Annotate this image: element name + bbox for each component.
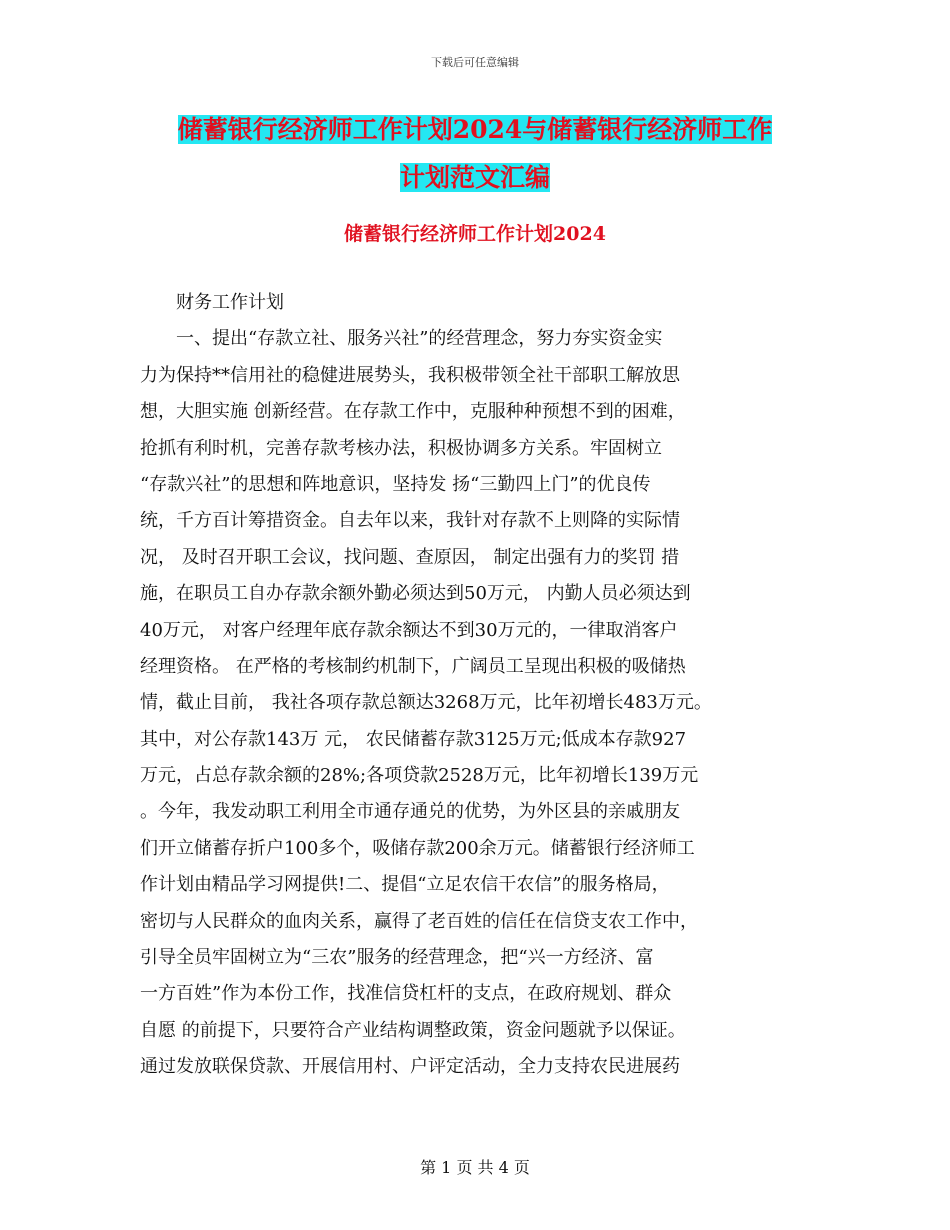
main-title-line-1: 储蓄银行经济师工作计划2024与储蓄银行经济师工作: [177, 115, 773, 144]
text-line: “存款兴社”的思想和阵地意识，坚持发 扬“三勤四上门”的优良传: [140, 473, 651, 495]
text-line: 通过发放联保贷款、开展信用村、户评定活动，全力支持农民进展药: [140, 1056, 680, 1078]
text-line: 力为保持**信用社的稳健进展势头，我积极带领全社干部职工解放思: [140, 364, 680, 386]
text-line: 施，在职员工自办存款余额外勤必须达到50万元， 内勤人员必须达到: [140, 583, 691, 605]
main-title: [140, 106, 810, 202]
text-line: 万元，占总存款余额的28%;各项贷款2528万元，比年初增长139万元: [140, 765, 699, 787]
text-line: 们开立储蓄存折户100多个，吸储存款200余万元。储蓄银行经济师工: [140, 837, 695, 859]
main-title-line-2: 计划范文汇编: [399, 163, 550, 192]
body-text: [140, 285, 810, 1086]
text-line: 一方百姓”作为本份工作，找准信贷杠杆的支点，在政府规划、群众: [140, 983, 672, 1005]
text-line: 况， 及时召开职工会议，找问题、查原因， 制定出强有力的奖罚 措: [140, 546, 680, 568]
section-title: 储蓄银行经济师工作计划2024: [344, 223, 606, 245]
text-line: 引导全员牢固树立为“三农”服务的经营理念，把“兴一方经济、富: [140, 947, 654, 969]
text-line: 财务工作计划: [140, 292, 284, 313]
text-line: 作计划由精品学习网提供!二、提倡“立足农信干农信”的服务格局，: [140, 874, 670, 896]
text-line: 想，大胆实施 创新经营。在存款工作中，克服种种预想不到的困难，: [140, 401, 686, 423]
text-line: 自愿 的前提下，只要符合产业结构调整政策，资金问题就予以保证。: [140, 1019, 686, 1041]
text-line: 。今年，我发动职工利用全市通存通兑的优势，为外区县的亲戚朋友: [140, 801, 680, 823]
page-footer: 第 1 页 共 4 页: [420, 1158, 530, 1177]
text-line: 经理资格。 在严格的考核制约机制下，广阔员工呈现出积极的吸储热: [140, 655, 686, 677]
text-line: 抢抓有利时机，完善存款考核办法，积极协调多方关系。牢固树立: [140, 437, 662, 459]
text-line: 情，截止目前， 我社各项存款总额达3268万元，比年初增长483万元。: [140, 692, 712, 714]
text-line: 密切与人民群众的血肉关系，赢得了老百姓的信任在信贷支农工作中，: [140, 910, 698, 932]
text-line: 40万元， 对客户经理年底存款余额达不到30万元的，一律取消客户: [140, 619, 678, 641]
text-line: 一、提出“存款立社、服务兴社”的经营理念，努力夯实资金实: [140, 328, 663, 350]
text-line: 其中，对公存款143万 元， 农民储蓄存款3125万元;低成本存款927: [140, 728, 687, 750]
header-note: 下载后可任意编辑: [431, 56, 519, 69]
text-line: 统，千方百计筹措资金。自去年以来，我针对存款不上则降的实际情: [140, 510, 680, 532]
